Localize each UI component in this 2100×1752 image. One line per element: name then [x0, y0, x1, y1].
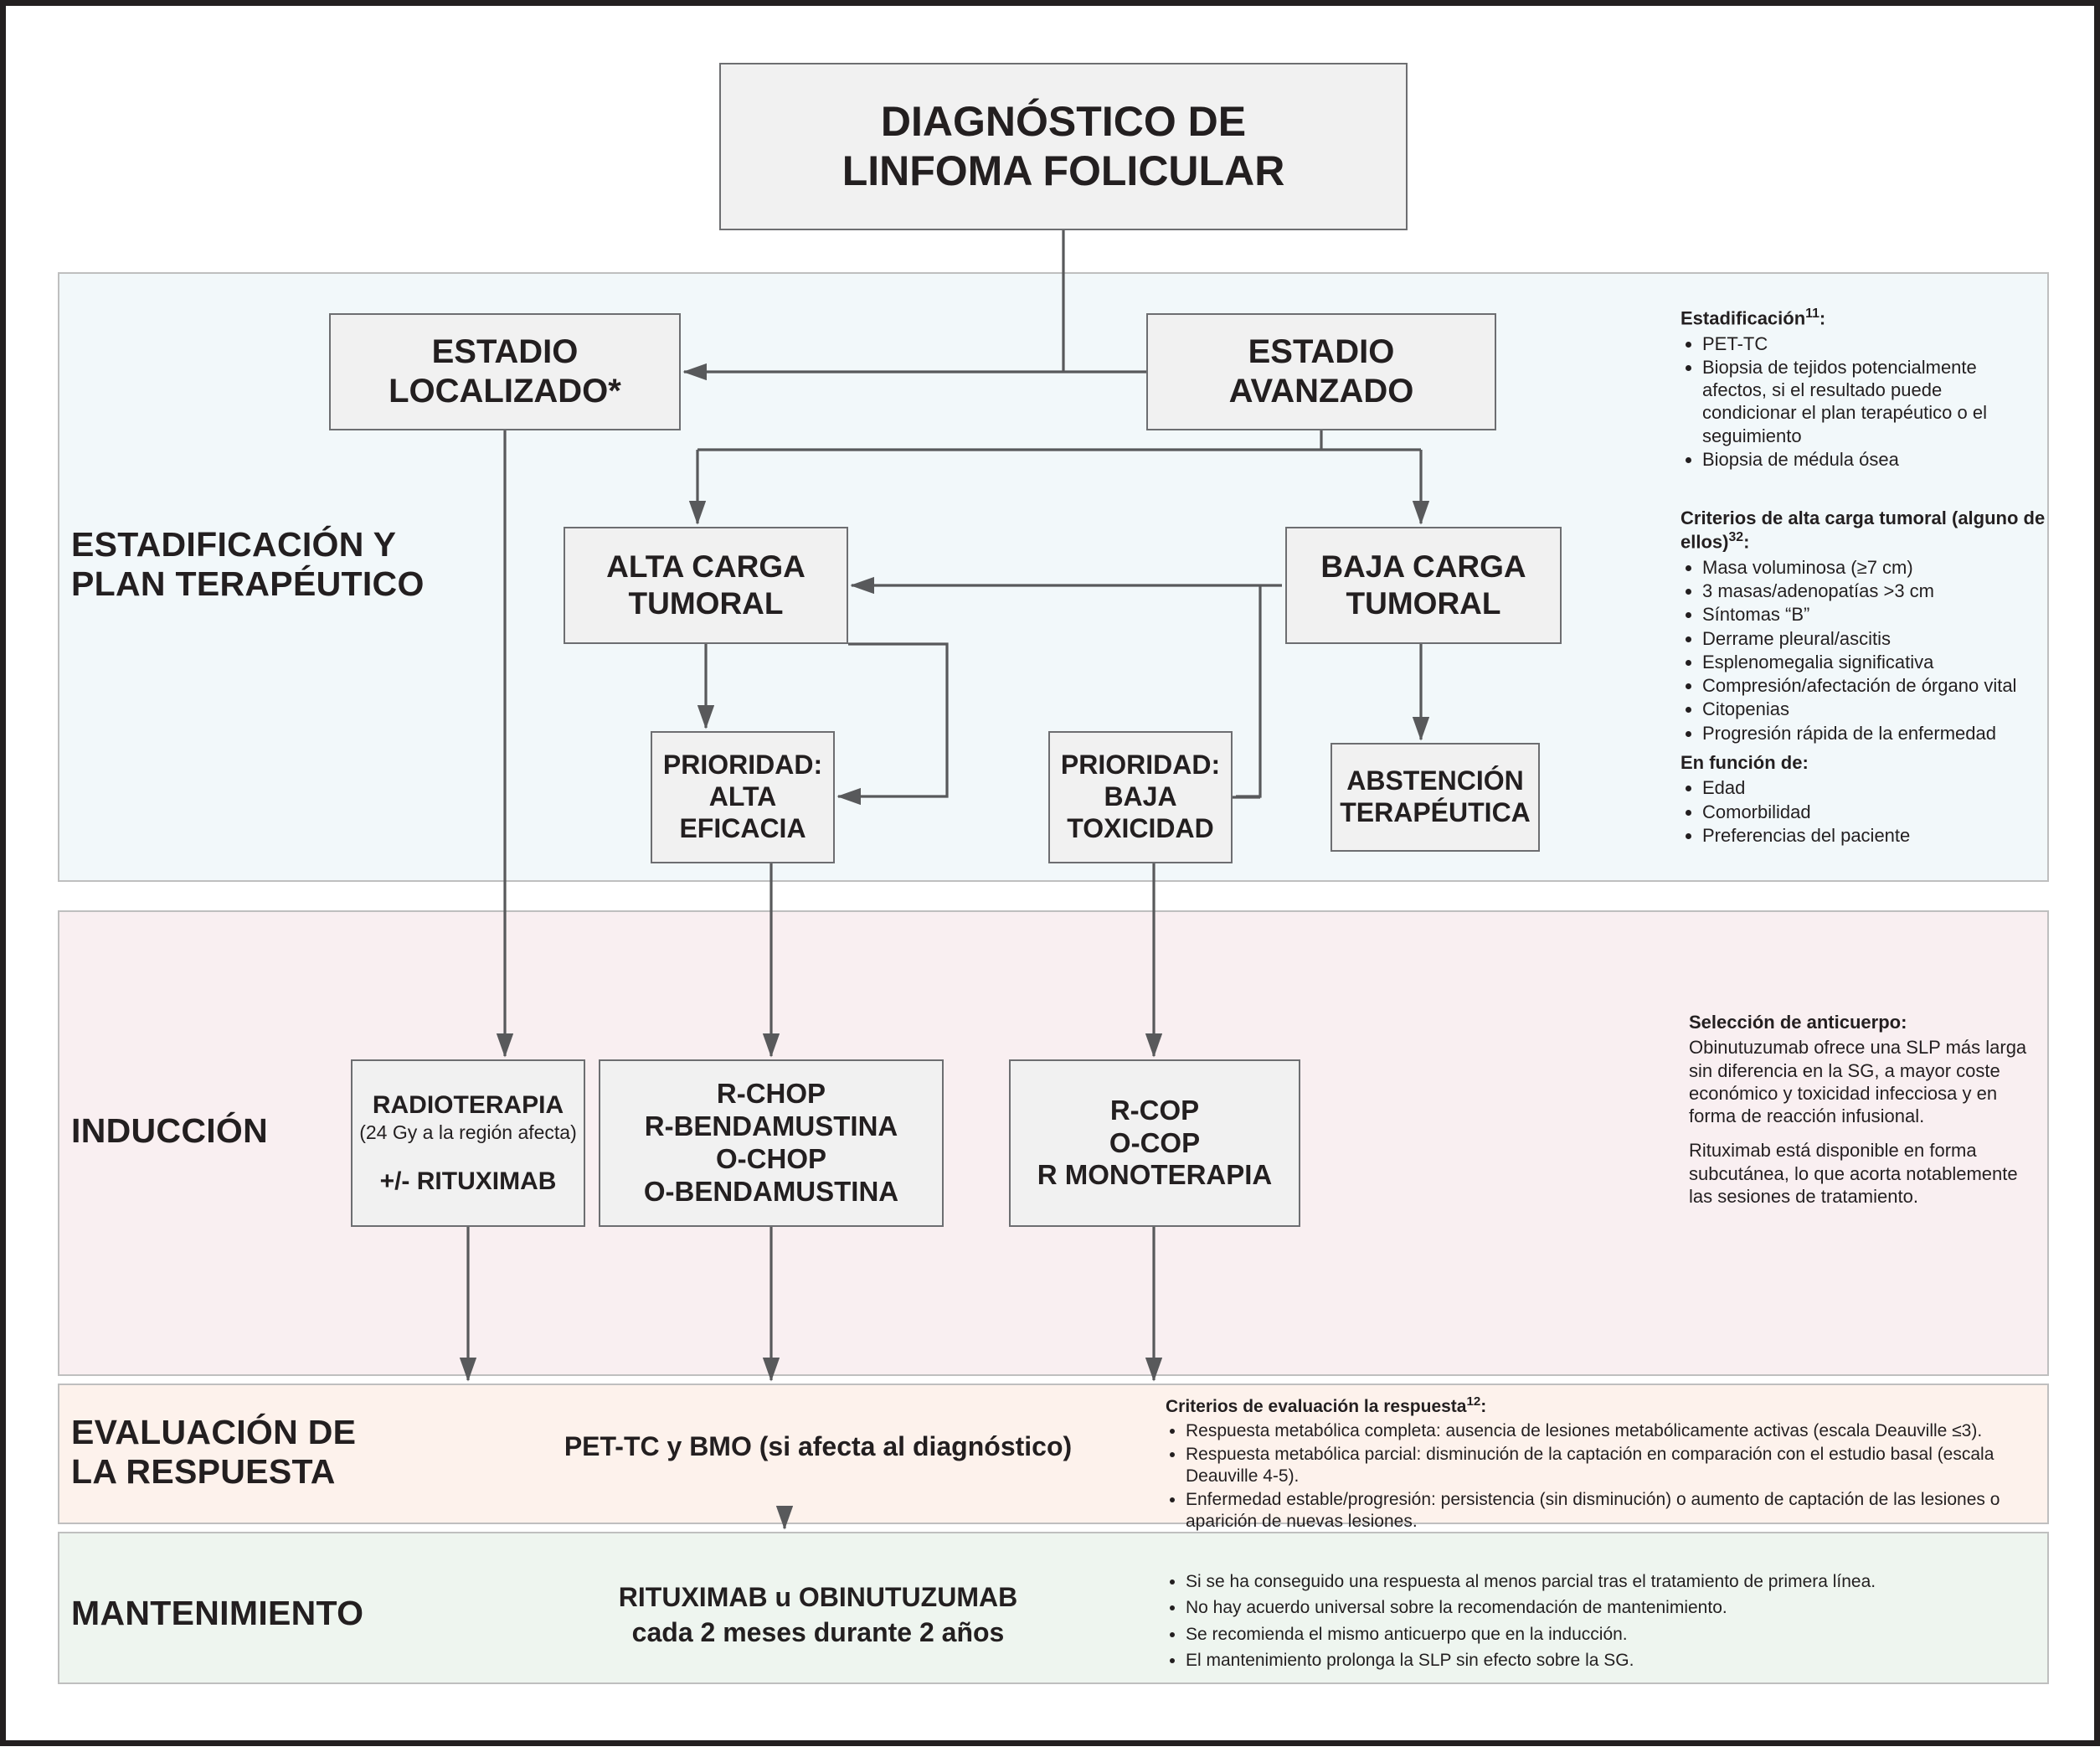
node-localizado-line2: LOCALIZADO*: [389, 373, 621, 410]
list-item: • 3 masas/adenopatías >3 cm: [1702, 580, 2049, 602]
node-baja-carga-line1: BAJA CARGA: [1320, 549, 1526, 585]
node-cop-line1: R-COP: [1109, 1094, 1200, 1126]
note-estadificacion-heading-sup: 11: [1805, 307, 1819, 321]
note-criterios-heading: Criterios de alta carga tumoral (alguno de ellos)$^{32}$:: [1681, 508, 2046, 553]
list-item: • Respuesta metabólica parcial: disminución de la captación en comparación con el estudio basal (escala Deauville 4-5).: [1186, 1444, 2041, 1487]
list-item: • Se recomienda el mismo anticuerpo que en la inducción.: [1186, 1623, 2041, 1646]
text-evaluacion-pettc: PET-TC y BMO (si afecta al diagnóstico): [564, 1431, 1073, 1461]
node-avanzado-line1: ESTADIO: [1248, 332, 1395, 370]
node-alta-carga-line1: ALTA CARGA: [606, 549, 806, 585]
list-item: • No hay acuerdo universal sobre la recomendación de mantenimiento.: [1186, 1596, 2041, 1619]
node-estadio-avanzado[interactable]: [1146, 313, 1496, 430]
note-mantenimiento-list: [1166, 1570, 2041, 1672]
text-mantenimiento-line2: cada 2 meses durante 2 años: [631, 1616, 1005, 1647]
list-item: • Si se ha conseguido una respuesta al menos parcial tras el tratamiento de primera línea.: [1186, 1570, 2041, 1593]
list-item: • Progresión rápida de la enfermedad: [1702, 722, 2049, 745]
list-item: • Citopenias: [1702, 698, 2049, 720]
note-seleccion-paragraph-1: Obinutuzumab ofrece una SLP más larga sin diferencia en la SG, a mayor coste económico y toxicidad infecciosa y en forma de reacción infusional.: [1689, 1037, 2027, 1127]
note-evaluacion-list: [1166, 1420, 2041, 1533]
node-prioridad-baja-toxicidad[interactable]: [1048, 731, 1233, 863]
node-quimioterapia-chop[interactable]: [599, 1059, 944, 1227]
node-prioridad-alta-line1: PRIORIDAD:: [662, 750, 823, 781]
note-mantenimiento: [1166, 1570, 2041, 1675]
list-item: • Preferencias del paciente: [1702, 824, 2015, 847]
node-prioridad-baja-line1: PRIORIDAD:: [1060, 750, 1221, 781]
node-baja-carga-line2: TUMORAL: [1346, 586, 1501, 621]
note-evaluacion-heading-sup: 12: [1466, 1394, 1481, 1409]
note-en-funcion-list: [1681, 776, 2015, 847]
node-cop-line2: O-COP: [1109, 1126, 1201, 1158]
node-prioridad-alta-line3: EFICACIA: [679, 812, 806, 843]
list-item: • Esplenomegalia significativa: [1702, 651, 2049, 673]
band-title-evaluacion-line2: LA RESPUESTA: [71, 1452, 336, 1492]
list-item: • Compresión/afectación de órgano vital: [1702, 674, 2049, 697]
note-estadificacion-heading-text: Estadificación: [1681, 307, 1806, 329]
node-diagnostico-line2: LINFOMA FOLICULAR: [842, 147, 1285, 194]
note-seleccion-anticuerpo: [1689, 1011, 2032, 1219]
note-criterios-heading-text: Criterios de alta carga tumoral (alguno de ellos): [1681, 508, 2046, 553]
node-radioterapia-line1: RADIOTERAPIA: [372, 1091, 564, 1120]
node-chop-line1: R-CHOP: [716, 1078, 826, 1110]
band-title-mantenimiento: MANTENIMIENTO: [71, 1594, 364, 1632]
note-criterios-list: [1681, 556, 2049, 745]
node-abstencion-terapeutica[interactable]: [1331, 743, 1540, 852]
list-item: • Biopsia de tejidos potencialmente afectos, si el resultado puede condicionar el plan terapéutico o el seguimiento: [1702, 356, 2032, 447]
band-title-estadificacion-line2: PLAN TERAPÉUTICO: [71, 564, 425, 604]
node-quimioterapia-cop[interactable]: [1009, 1059, 1300, 1227]
band-title-estadificacion-line1: ESTADIFICACIÓN Y: [71, 525, 397, 564]
list-item: • El mantenimiento prolonga la SLP sin efecto sobre la SG.: [1186, 1649, 2041, 1672]
list-item: • PET-TC: [1702, 332, 2032, 355]
note-criterios-heading-sup: 32: [1728, 530, 1744, 545]
list-item: • Edad: [1702, 776, 2015, 799]
note-criterios-alta-carga: [1681, 507, 2049, 745]
text-mantenimiento-line1: RITUXIMAB u OBINUTUZUMAB: [618, 1582, 1018, 1612]
note-seleccion-paragraph-2: Rituximab está disponible en forma subcutánea, lo que acorta notablemente las sesiones de tratamiento.: [1689, 1140, 2018, 1207]
flowchart-canvas: [6, 6, 2100, 1752]
node-alta-carga-tumoral[interactable]: [564, 527, 848, 644]
list-item: • Síntomas “B”: [1702, 603, 2049, 626]
list-item: • Comorbilidad: [1702, 801, 2015, 823]
band-title-estadificacion: [71, 525, 540, 604]
node-baja-carga-tumoral[interactable]: [1285, 527, 1562, 644]
node-localizado-line1: ESTADIO: [431, 332, 579, 370]
node-estadio-localizado[interactable]: [329, 313, 681, 430]
node-radioterapia-line2: (24 Gy a la región afecta): [359, 1121, 577, 1144]
note-en-funcion-de: [1681, 751, 2015, 848]
note-en-funcion-heading: En función de:: [1681, 752, 1809, 773]
node-cop-line3: R MONOTERAPIA: [1037, 1159, 1273, 1191]
node-alta-carga-line2: TUMORAL: [628, 586, 784, 621]
list-item: • Enfermedad estable/progresión: persistencia (sin disminución) o aumento de captación de las lesiones o aparición de nuevas lesiones.: [1186, 1489, 2041, 1532]
node-prioridad-baja-line2: BAJA: [1104, 781, 1177, 812]
node-abstencion-line1: ABSTENCIÓN: [1346, 765, 1524, 796]
node-diagnostico-linfoma-folicular[interactable]: [719, 63, 1408, 230]
node-prioridad-alta-eficacia[interactable]: [651, 731, 835, 863]
note-estadificacion-heading: Estadificación$^{11}$:: [1681, 307, 1826, 329]
note-estadificacion-list: [1681, 332, 2032, 471]
node-chop-line4: O-BENDAMUSTINA: [643, 1175, 899, 1207]
list-item: • Biopsia de médula ósea: [1702, 448, 2032, 471]
band-title-evaluacion-line1: EVALUACIÓN DE: [71, 1413, 357, 1451]
note-seleccion-heading: Selección de anticuerpo:: [1689, 1012, 1907, 1033]
node-avanzado-line2: AVANZADO: [1228, 373, 1414, 410]
band-title-induccion: INDUCCIÓN: [71, 1111, 269, 1150]
note-criterios-evaluacion: [1166, 1394, 2041, 1535]
list-item: • Derrame pleural/ascitis: [1702, 627, 2049, 650]
note-estadificacion: [1681, 306, 2032, 471]
note-evaluacion-heading-text: Criterios de evaluación la respuesta: [1166, 1397, 1467, 1416]
note-evaluacion-heading: Criterios de evaluación la respuesta$^{12}$:: [1166, 1394, 1487, 1416]
list-item: • Masa voluminosa (≥7 cm): [1702, 556, 2049, 579]
node-radioterapia-line3: +/- RITUXIMAB: [379, 1167, 557, 1195]
node-diagnostico-line1: DIAGNÓSTICO DE: [880, 98, 1247, 145]
node-chop-line3: O-CHOP: [716, 1143, 826, 1174]
node-prioridad-baja-line3: TOXICIDAD: [1067, 812, 1214, 843]
band-title-evaluacion: [71, 1413, 490, 1492]
text-mantenimiento-tratamiento: [508, 1580, 1128, 1650]
node-radioterapia[interactable]: [351, 1059, 585, 1227]
node-prioridad-alta-line2: ALTA: [708, 781, 777, 812]
node-abstencion-line2: TERAPÉUTICA: [1340, 797, 1531, 827]
node-chop-line2: R-BENDAMUSTINA: [644, 1110, 898, 1142]
list-item: • Respuesta metabólica completa: ausencia de lesiones metabólicamente activas (escala Deauville ≤3).: [1186, 1420, 2041, 1442]
